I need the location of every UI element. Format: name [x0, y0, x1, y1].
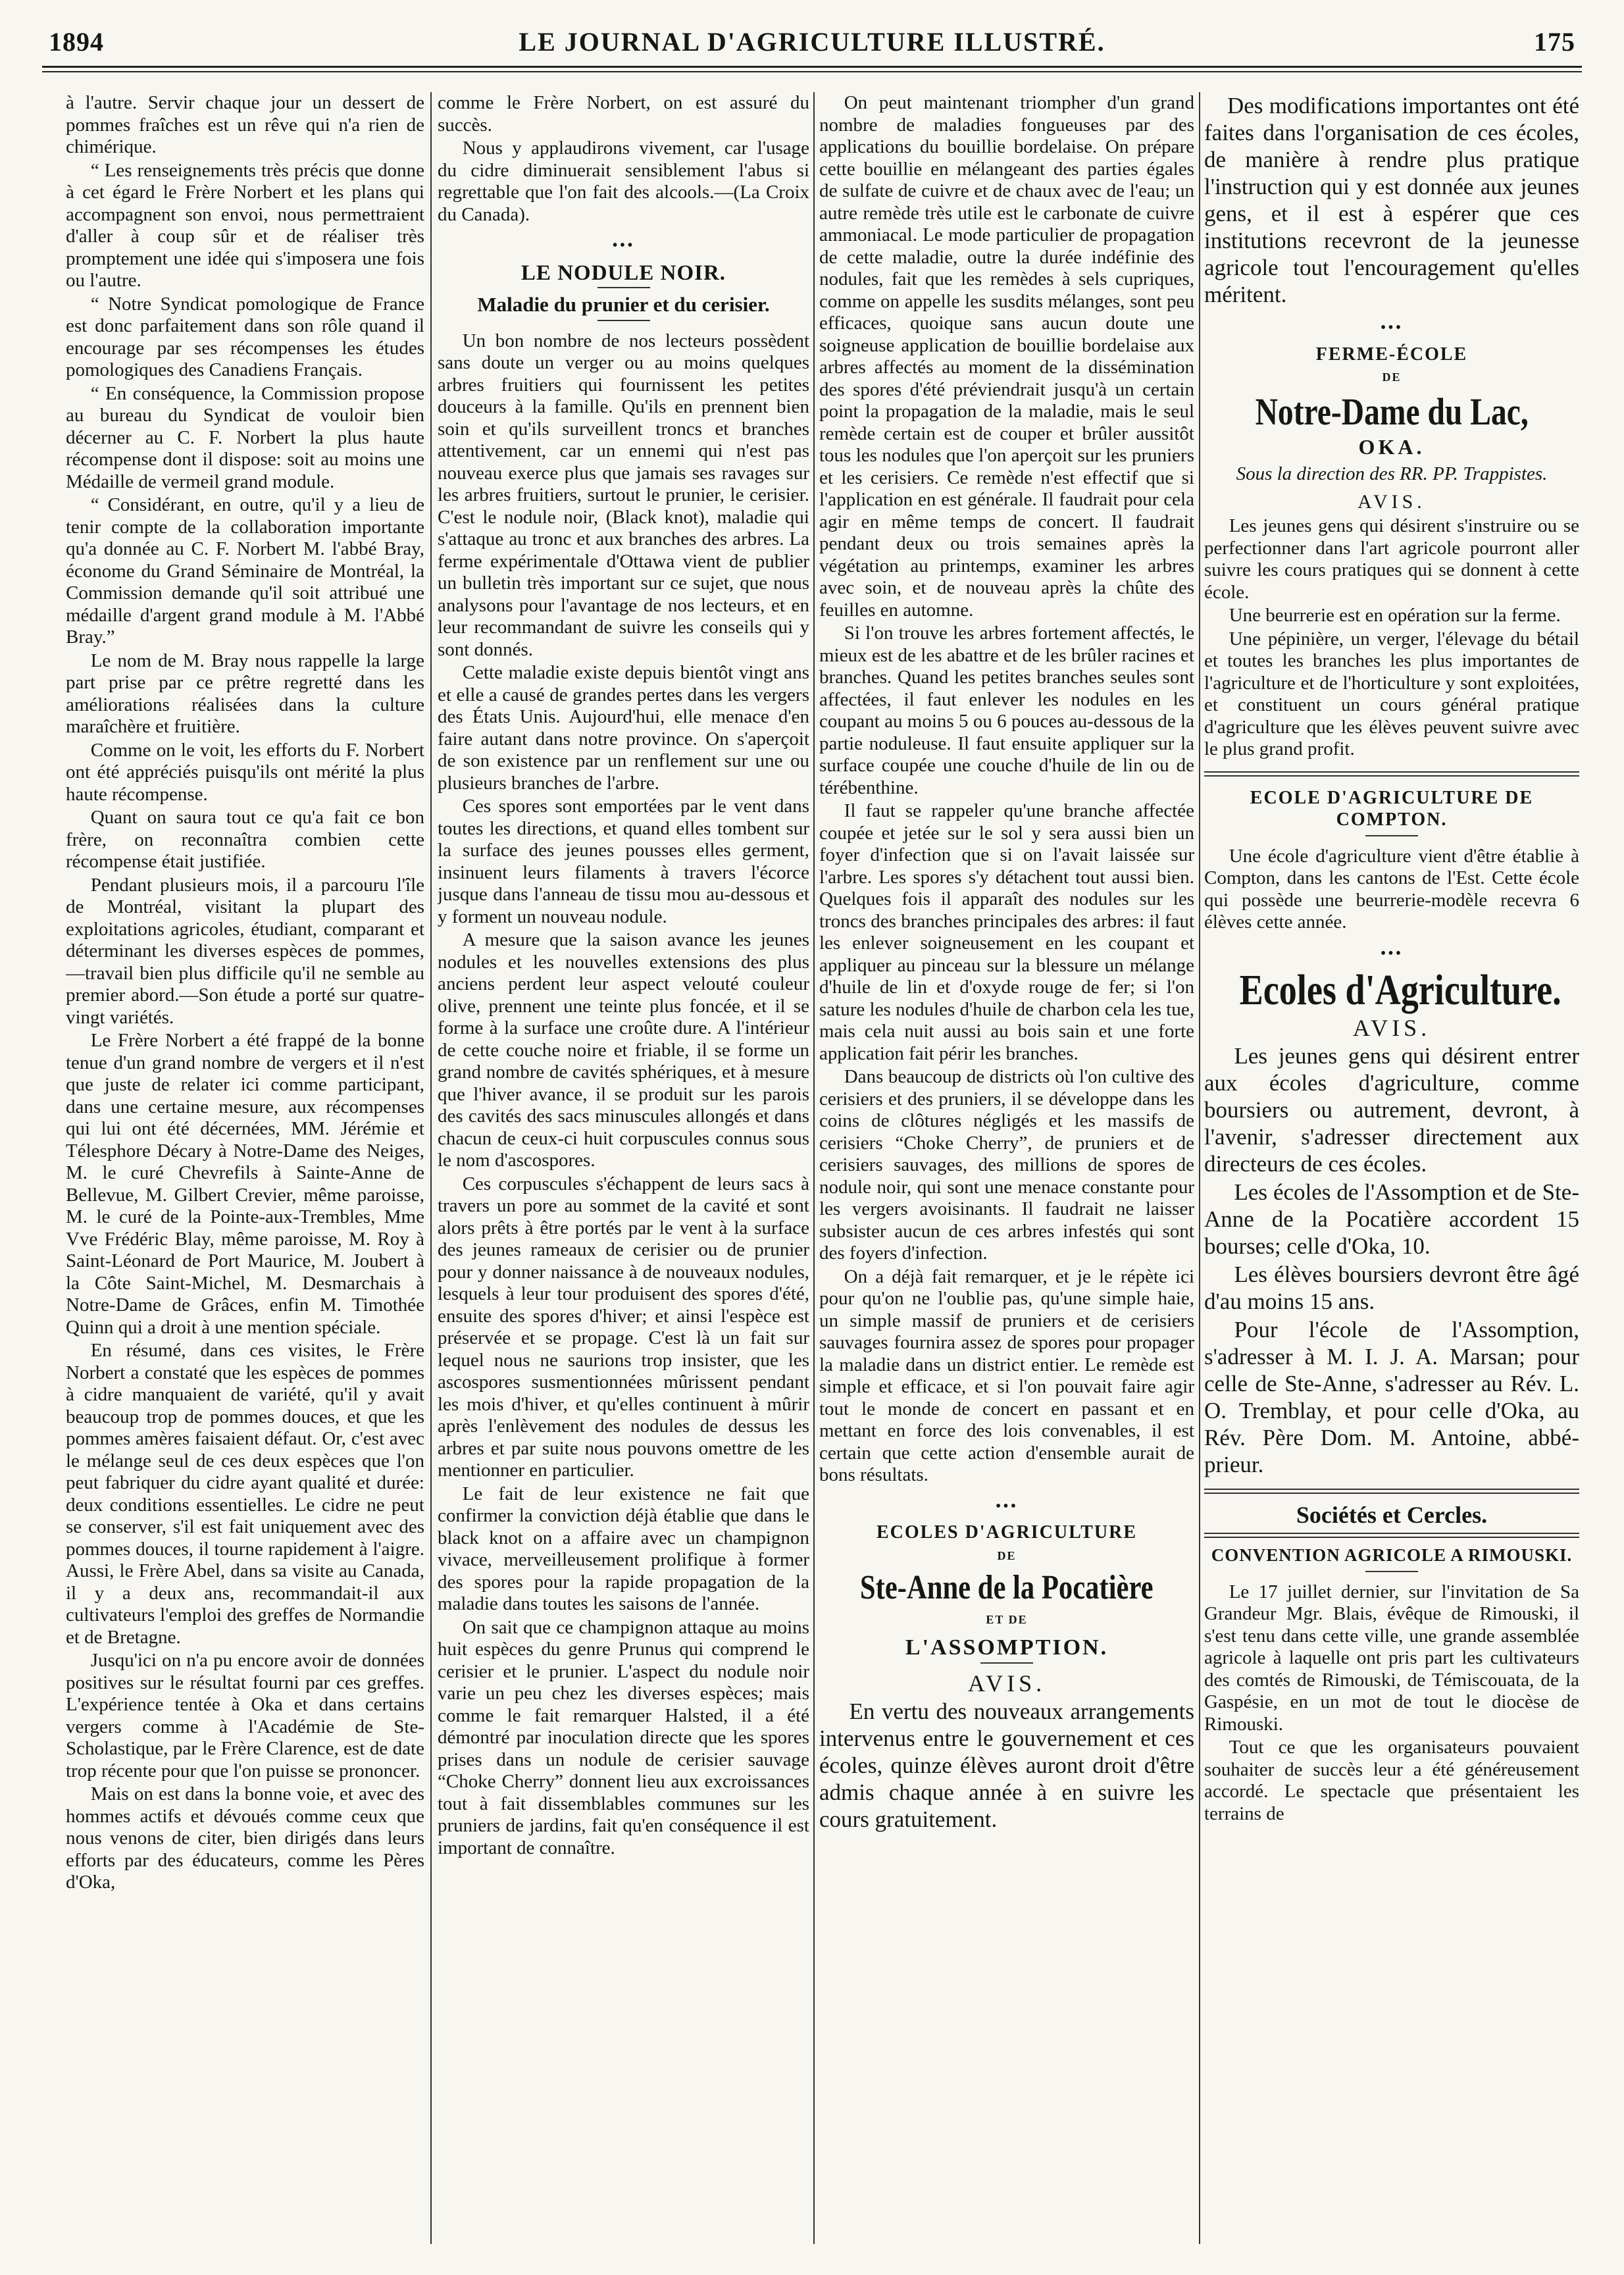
notice-heading: ECOLES D'AGRICULTURE: [876, 1522, 1138, 1543]
paragraph: Le Frère Norbert a été frappé de la bonne tenue d'un grand nombre de vergers et il n'est que juste de relater ici comme participant, dans une certaine mesure, aux récompenses qui lui ont été décernées, MM. Jérémie et Télesphore Décary à Notre-Dame des Neiges, M. le curé Chevrefils à Sainte-Anne de Bellevue, M. Gilbert Crevier, même paroisse, M. le curé de la Pointe-aux-Trembles, Mme Vve Frédéric Blay, même paroisse, M. Roy à Saint-Léonard de Port Maurice, M. Joubert à la Côte Saint-Michel, M. Desmarchais à Notre-Dame de Grâces, enfin M. Timothée Quinn qui a droit à une mention spéciale.: [66, 1030, 424, 1338]
header-rule-thin: [42, 71, 1582, 72]
avis-heading: AVIS.: [1358, 490, 1426, 513]
paragraph: à l'autre. Servir chaque jour un dessert de pommes fraîches est un rêve qui n'a rien de chimérique.: [66, 92, 424, 157]
section-rule: [1204, 771, 1579, 777]
paragraph: Les élèves boursiers devront être âgé d'au moins 15 ans.: [1204, 1261, 1579, 1314]
article-title: LE NODULE NOIR.: [520, 261, 726, 285]
header-title: LE JOURNAL D'AGRICULTURE ILLUSTRÉ.: [519, 27, 1105, 57]
paragraph: Une école d'agriculture vient d'être établie à Compton, dans les cantons de l'Est. Cette école qui possède une beurrerie-modèle recevra 6 élèves cette année.: [1204, 845, 1579, 933]
oka-place: OKA.: [1358, 434, 1425, 459]
section-rule: [1204, 1489, 1579, 1494]
running-header: [42, 26, 1582, 66]
paragraph: Les écoles de l'Assomption et de Ste-Anne de la Pocatière accordent 15 bourses; celle d'Oka, 10.: [1204, 1179, 1579, 1259]
section-ornament: •••: [1380, 319, 1404, 336]
column-divider: [430, 92, 432, 2244]
paragraph: En résumé, dans ces visites, le Frère Norbert a constaté que les espèces de pommes à cidre manquaient de variété, qu'il y avait beaucoup trop de pommes douces, et que les pommes amères faisaient défaut. Or, c'est avec le mélange seul de ces deux espèces que l'on peut fabriquer du cidre ayant qualité et durée: deux conditions essentielles. Le cidre ne peut se conserver, s'il est fait uniquement avec des pommes douces, il tourne rapidement à l'aigre. Aussi, le Frère Abel, dans sa visite au Canada, il y a deux ans, recommandait-il aux cultivateurs l'emploi des greffes de Normandie et de Bretagne.: [66, 1340, 424, 1648]
paragraph: Un bon nombre de nos lecteurs possèdent sans doute un verger ou au moins quelques arbres fruitiers qui fournissent les petites douceurs à la famille. Qu'ils en prennent bien soin et qu'ils surveillent troncs et branches attentivement, car un ennemi qui n'est pas nouveau exerce plus que jamais ses ravages sur les arbres fruitiers, surtout le prunier, le cerisier. C'est le nodule noir, (Black knot), maladie qui s'attaque au tronc et aux branches des arbres. La ferme expérimentale d'Ottawa vient de publier un bulletin très important sur ce sujet, que nous analysons pour l'avantage de nos lecteurs, et en leur recommandant de suivre les conseils qui y sont donnés.: [438, 330, 809, 660]
subtitle-rule: [597, 320, 650, 321]
school-name: [819, 1571, 1194, 1605]
paragraph: Le fait de leur existence ne fait que confirmer la conviction déjà établie que dans le black knot on a affaire avec un champignon vivace, merveilleusement prolifique à former des spores pour la rapide propagation de la maladie dans toutes les saisons de l'année.: [438, 1483, 809, 1614]
section-ornament: •••: [995, 1497, 1019, 1515]
section-ornament: •••: [612, 237, 635, 254]
oka-school-name-text: Notre-Dame du Lac,: [1255, 390, 1529, 433]
paragraph: Comme on le voit, les efforts du F. Norbert ont été appréciés puisqu'ils ont mérité la plus haute récompense.: [66, 739, 424, 805]
paragraph: Tout ce que les organisateurs pouvaient souhaiter de succès leur a été généreusement accordé. Le spectacle que présentaient les terrains de: [1204, 1737, 1579, 1824]
paragraph: Cette maladie existe depuis bientôt vingt ans et elle a causé de grandes pertes dans les vergers des États Unis. Aujourd'hui, elle menace d'en faire autant dans notre province. On s'aperçoit de son existence par un renflement sur une ou plusieurs branches de l'arbre.: [438, 662, 809, 794]
avis-heading: AVIS.: [967, 1670, 1046, 1697]
paragraph: Si l'on trouve les arbres fortement affectés, le mieux est de les abattre et de les brûler racines et branches. Quand les petites branches seules sont affectées, il faut enlever les nodules en les coupant au moins 5 ou 6 pouces au-dessous de la partie noduleuse. Il faut ensuite appliquer sur la surface coupée une couche d'huile de lin ou de térébenthine.: [819, 623, 1194, 798]
school-name-text: Ste-Anne de la Pocatière: [860, 1569, 1154, 1606]
title-rule: [1365, 1571, 1418, 1572]
paragraph: Le 17 juillet dernier, sur l'invitation de Sa Grandeur Mgr. Blais, évêque de Rimouski, il s'est tenu dans cette ville, une grande assemblée agricole à laquelle ont pris part les cultivateurs des comtés de Rimouski, de Témiscouata, de la Gaspésie, en un mot de tout le diocèse de Rimouski.: [1204, 1581, 1579, 1735]
column-2: [438, 92, 809, 2257]
header-year: 1894: [49, 27, 104, 57]
title-rule: [980, 1662, 1033, 1664]
ecoles-title-text: Ecoles d'Agriculture.: [1239, 966, 1561, 1014]
section-ornament: •••: [1380, 944, 1404, 962]
column-divider: [1199, 92, 1200, 2244]
title-rule: [597, 287, 650, 288]
paragraph: Pour l'école de l'Assomption, s'adresser à M. I. J. A. Marsan; pour celle de Ste-Anne, s'adresser au Rév. L. O. Tremblay, et pour celle d'Oka, au Rév. Père Dom. M. Antoine, abbé-prieur.: [1204, 1316, 1579, 1477]
column-3: [819, 92, 1194, 2257]
paragraph: “ Considérant, en outre, qu'il y a lieu de tenir compte de la collaboration importante qu'a donnée au C. F. Norbert M. l'abbé Bray, économe du Grand Séminaire de Montréal, la Commission demande qu'il soit attribué une médaille d'argent grand module à M. l'Abbé Bray.”: [66, 494, 424, 648]
paragraph: “ Notre Syndicat pomologique de France est donc parfaitement dans son rôle quand il encourage par ses récompenses les études pomologiques des Canadiens Français.: [66, 293, 424, 380]
notice-de: DE: [1382, 371, 1402, 384]
paragraph: A mesure que la saison avance les jeunes nodules et les nouvelles extensions des plus anciens perdent leur aspect velouté couleur olive, prennent une teinte plus foncée, et il se forme à la surface une croûte dure. A l'intérieur de cette couche noire et friable, il se forme un grand nombre de cavités sphériques, et à mesure que l'hiver avance, il se produit sur les parois des cavités des sacs minuscules allongés et dans chacun de ceux-ci huit corpuscules connus sous le nom d'ascospores.: [438, 929, 809, 1171]
paragraph: Jusqu'ici on n'a pu encore avoir de données positives sur le résultat fourni par ces greffes. L'expérience tentée à Oka et dans certains vergers comme à l'Académie de Ste-Scholastique, par le Frère Clarence, est de date trop récente pour que l'on puisse se prononcer.: [66, 1650, 424, 1781]
paragraph: Pendant plusieurs mois, il a parcouru l'île de Montréal, visitant la plupart des exploitations agricoles, étudiant, comparant et déterminant les diverses espèces de pommes,—travail bien plus difficile qu'il ne semble au premier abord.—Son étude a porté sur quatre-vingt variétés.: [66, 874, 424, 1028]
school-name-2: L'ASSOMPTION.: [905, 1635, 1109, 1660]
paragraph: Les jeunes gens qui désirent s'instruire ou se perfectionner dans l'art agricole pourront aller suivre les cours pratiques qui se donnent à cette école.: [1204, 515, 1579, 603]
paragraph: comme le Frère Norbert, on est assuré du succès.: [438, 92, 809, 136]
societes-title: Sociétés et Cercles.: [1296, 1501, 1488, 1528]
paragraph: Ces corpuscules s'échappent de leurs sacs à travers un pore au sommet de la cavité et sont alors prêts à être portés par le vent à la surface des jeunes rameaux de cerisier ou de prunier pour y donner naissance à de nouveaux nodules, lesquels à leur tour produisent des spores d'été, ensuite des spores d'hiver; et ainsi l'espèce est préservée et se propage. C'est là un fait sur lequel nous ne saurions trop insister, que les ascospores susmentionnées mûrissent pendant les mois d'hiver, et qu'elles continuent à mûrir après l'enlèvement des nodules de dessus les arbres et par suite nous pouvons omettre de les mentionner en particulier.: [438, 1173, 809, 1481]
paragraph: Ces spores sont emportées par le vent dans toutes les directions, et quand elles tombent sur la surface des jeunes pousses elles germent, insinuent leurs filaments à travers l'écorce jusque dans l'anneau de tissu mou au-dessous et y forment un nouveau nodule.: [438, 796, 809, 927]
notice-text: En vertu des nouveaux arrangements intervenus entre le gouvernement et ces écoles, quinze élèves auront droit d'être admis chaque année à en suivre les cours gratuitement.: [819, 1698, 1194, 1832]
header-rule: [42, 66, 1582, 68]
column-divider: [813, 92, 815, 2244]
paragraph: Une beurrerie est en opération sur la ferme.: [1229, 605, 1561, 626]
notice-et-de: ET DE: [986, 1613, 1028, 1626]
paragraph: Quant on saura tout ce qu'a fait ce bon frère, on reconnaîtra combien cette récompense était justifiée.: [66, 807, 424, 872]
column-1: [66, 92, 424, 2257]
paragraph: Il faut se rappeler qu'une branche affectée coupée et jetée sur le sol y sera aussi bien un foyer d'infection que si on l'avait laissée sur l'arbre. Les spores s'y détachent tout aussi bien. Quelques fois il apparaît des nodules sur les troncs des branches principales des arbres: il faut les enlever soigneusement en les coupant et appliquer au pinceau sur la blessure un mélange d'huile de lin et d'oxyde rouge de fer; si l'on sature les nodules d'huile de charbon cela les tue, mais cela nuit aussi au bois sain et une forte application fait périr les branches.: [819, 800, 1194, 1064]
paragraph: Le nom de M. Bray nous rappelle la large part prise par ce prêtre regretté dans les améliorations réalisées dans la culture maraîchère et fruitière.: [66, 650, 424, 737]
ferme-ecole-heading: FERME-ÉCOLE: [1315, 344, 1468, 365]
convention-heading: CONVENTION AGRICOLE A RIMOUSKI.: [1211, 1545, 1573, 1565]
section-rule: [1204, 1533, 1579, 1538]
paragraph: “ Les renseignements très précis que donne à cet égard le Frère Norbert et les plans qui accompagnent son envoi, nous permettraient d'aller à coup sûr et de réaliser très promptement une idée qui s'imposera une fois ou l'autre.: [66, 159, 424, 291]
paragraph: On a déjà fait remarquer, et je le répète ici pour qu'on ne l'oublie pas, qu'une simple haie, un simple massif de pruniers et de cerisiers sauvages fournira assez de spores pour propager la maladie dans un district entier. Le remède est simple et efficace, et si l'on pouvait faire agir tout le monde de concert en passant et en mettant en force des lois convenables, il est certain que cette action d'ensemble aurait de bons résultats.: [819, 1265, 1194, 1485]
title-rule: [1365, 835, 1418, 836]
paragraph: Nous y applaudirons vivement, car l'usage du cidre diminuerait sensiblement l'abus si regrettable que l'on fait des alcools.—(La Croix du Canada).: [438, 138, 809, 225]
column-4: [1204, 92, 1579, 2257]
header-page-number: 175: [1534, 27, 1575, 57]
paragraph: Les jeunes gens qui désirent entrer aux écoles d'agriculture, comme boursiers ou autrement, devront, à l'avenir, s'adresser directement aux directeurs de ces écoles.: [1204, 1042, 1579, 1177]
compton-heading: ECOLE D'AGRICULTURE DE COMPTON.: [1250, 787, 1534, 830]
paragraph: Mais on est dans la bonne voie, et avec des hommes actifs et dévoués comme ceux que nous venons de citer, bien dirigés dans leurs efforts par des éducateurs, comme les Pères d'Oka,: [66, 1783, 424, 1893]
oka-school-name: [1204, 390, 1579, 433]
notice-de: DE: [997, 1548, 1017, 1562]
paragraph: “ En conséquence, la Commission propose au bureau du Syndicat de vouloir bien décerner au C. F. Norbert la plus haute récompense dont il dispose: soit au moins une Médaille de vermeil grand module.: [66, 382, 424, 492]
paragraph: On sait que ce champignon attaque au moins huit espèces du genre Prunus qui comprend le cerisier et le prunier. L'aspect du nodule noir varie un peu chez les diverses espèces; mais comme le fait remarquer Halsted, il a été démontré par inoculation directe que les spores prises dans un nodule de cerisier sauvage “Choke Cherry” donnent lieu aux excroissances tout à fait dissemblables communes sur les pruniers de jardins, fait qu'en conséquence il est important de connaître.: [438, 1616, 809, 1858]
paragraph: Une pépinière, un verger, l'élevage du bétail et toutes les branches les plus importantes de l'agriculture et de l'horticulture y sont exploitées, et constituent un cours général pratique d'agriculture que les élèves peuvent suivre avec le plus grand profit.: [1204, 628, 1579, 759]
paragraph: Dans beaucoup de districts où l'on cultive des cerisiers et des pruniers, il se développe dans les coins de clôtures négligés et les massifs de cerisiers “Choke Cherry”, de pruniers et de cerisiers sauvages, des millions de spores de nodule noir, qui sont une menace constante pour les vergers avoisinants. Il faudrait ne laisser subsister aucun de ces arbres infestés qui sont des foyers d'infection.: [819, 1066, 1194, 1264]
article-subtitle: Maladie du prunier et du cerisier.: [477, 293, 770, 316]
avis-heading: AVIS.: [1352, 1015, 1431, 1041]
ecoles-title: [1204, 966, 1579, 1014]
oka-direction: Sous la direction des RR. PP. Trappistes.: [1236, 463, 1548, 484]
paragraph: On peut maintenant triompher d'un grand nombre de maladies fongueuses par des applications du bouillie bordelaise. On prépare cette bouillie en mélangeant des parties égales de sulfate de cuivre et de chaux avec de l'eau; un autre remède très utile est le carbonate de cuivre ammoniacal. Le mode particulier de propagation de cette maladie, outre la durée indéfinie des nodules, fait que les remèdes à sels cupriques, comme on appelle les susdits mélanges, sont peu efficaces, quoique sans aucun doute une soigneuse application de bouillie bordelaise aux arbres affectés au moment de la dissémination des spores d'été préviendrait jusqu'à un certain point la propagation de la maladie, mais le seul remède certain est de couper et brûler aussitôt tous les nodules que l'on aperçoit sur les pruniers et les cerisiers. Ce remède n'est effectif que si l'application en est générale. Il faudrait pour cela agir en même temps de concert. Il faudrait pendant deux ou trois semaines après la végétation au printemps, examiner les arbres avec soin, et de nouveau après la chûte des feuilles en automne.: [819, 92, 1194, 621]
paragraph: Des modifications importantes ont été faites dans l'organisation de ces écoles, de manière à rendre plus pratique l'instruction qui y est donnée aux jeunes gens, et il est à espérer que ces institutions recevront de la jeunesse agricole tout l'encouragement qu'elles méritent.: [1204, 93, 1579, 307]
